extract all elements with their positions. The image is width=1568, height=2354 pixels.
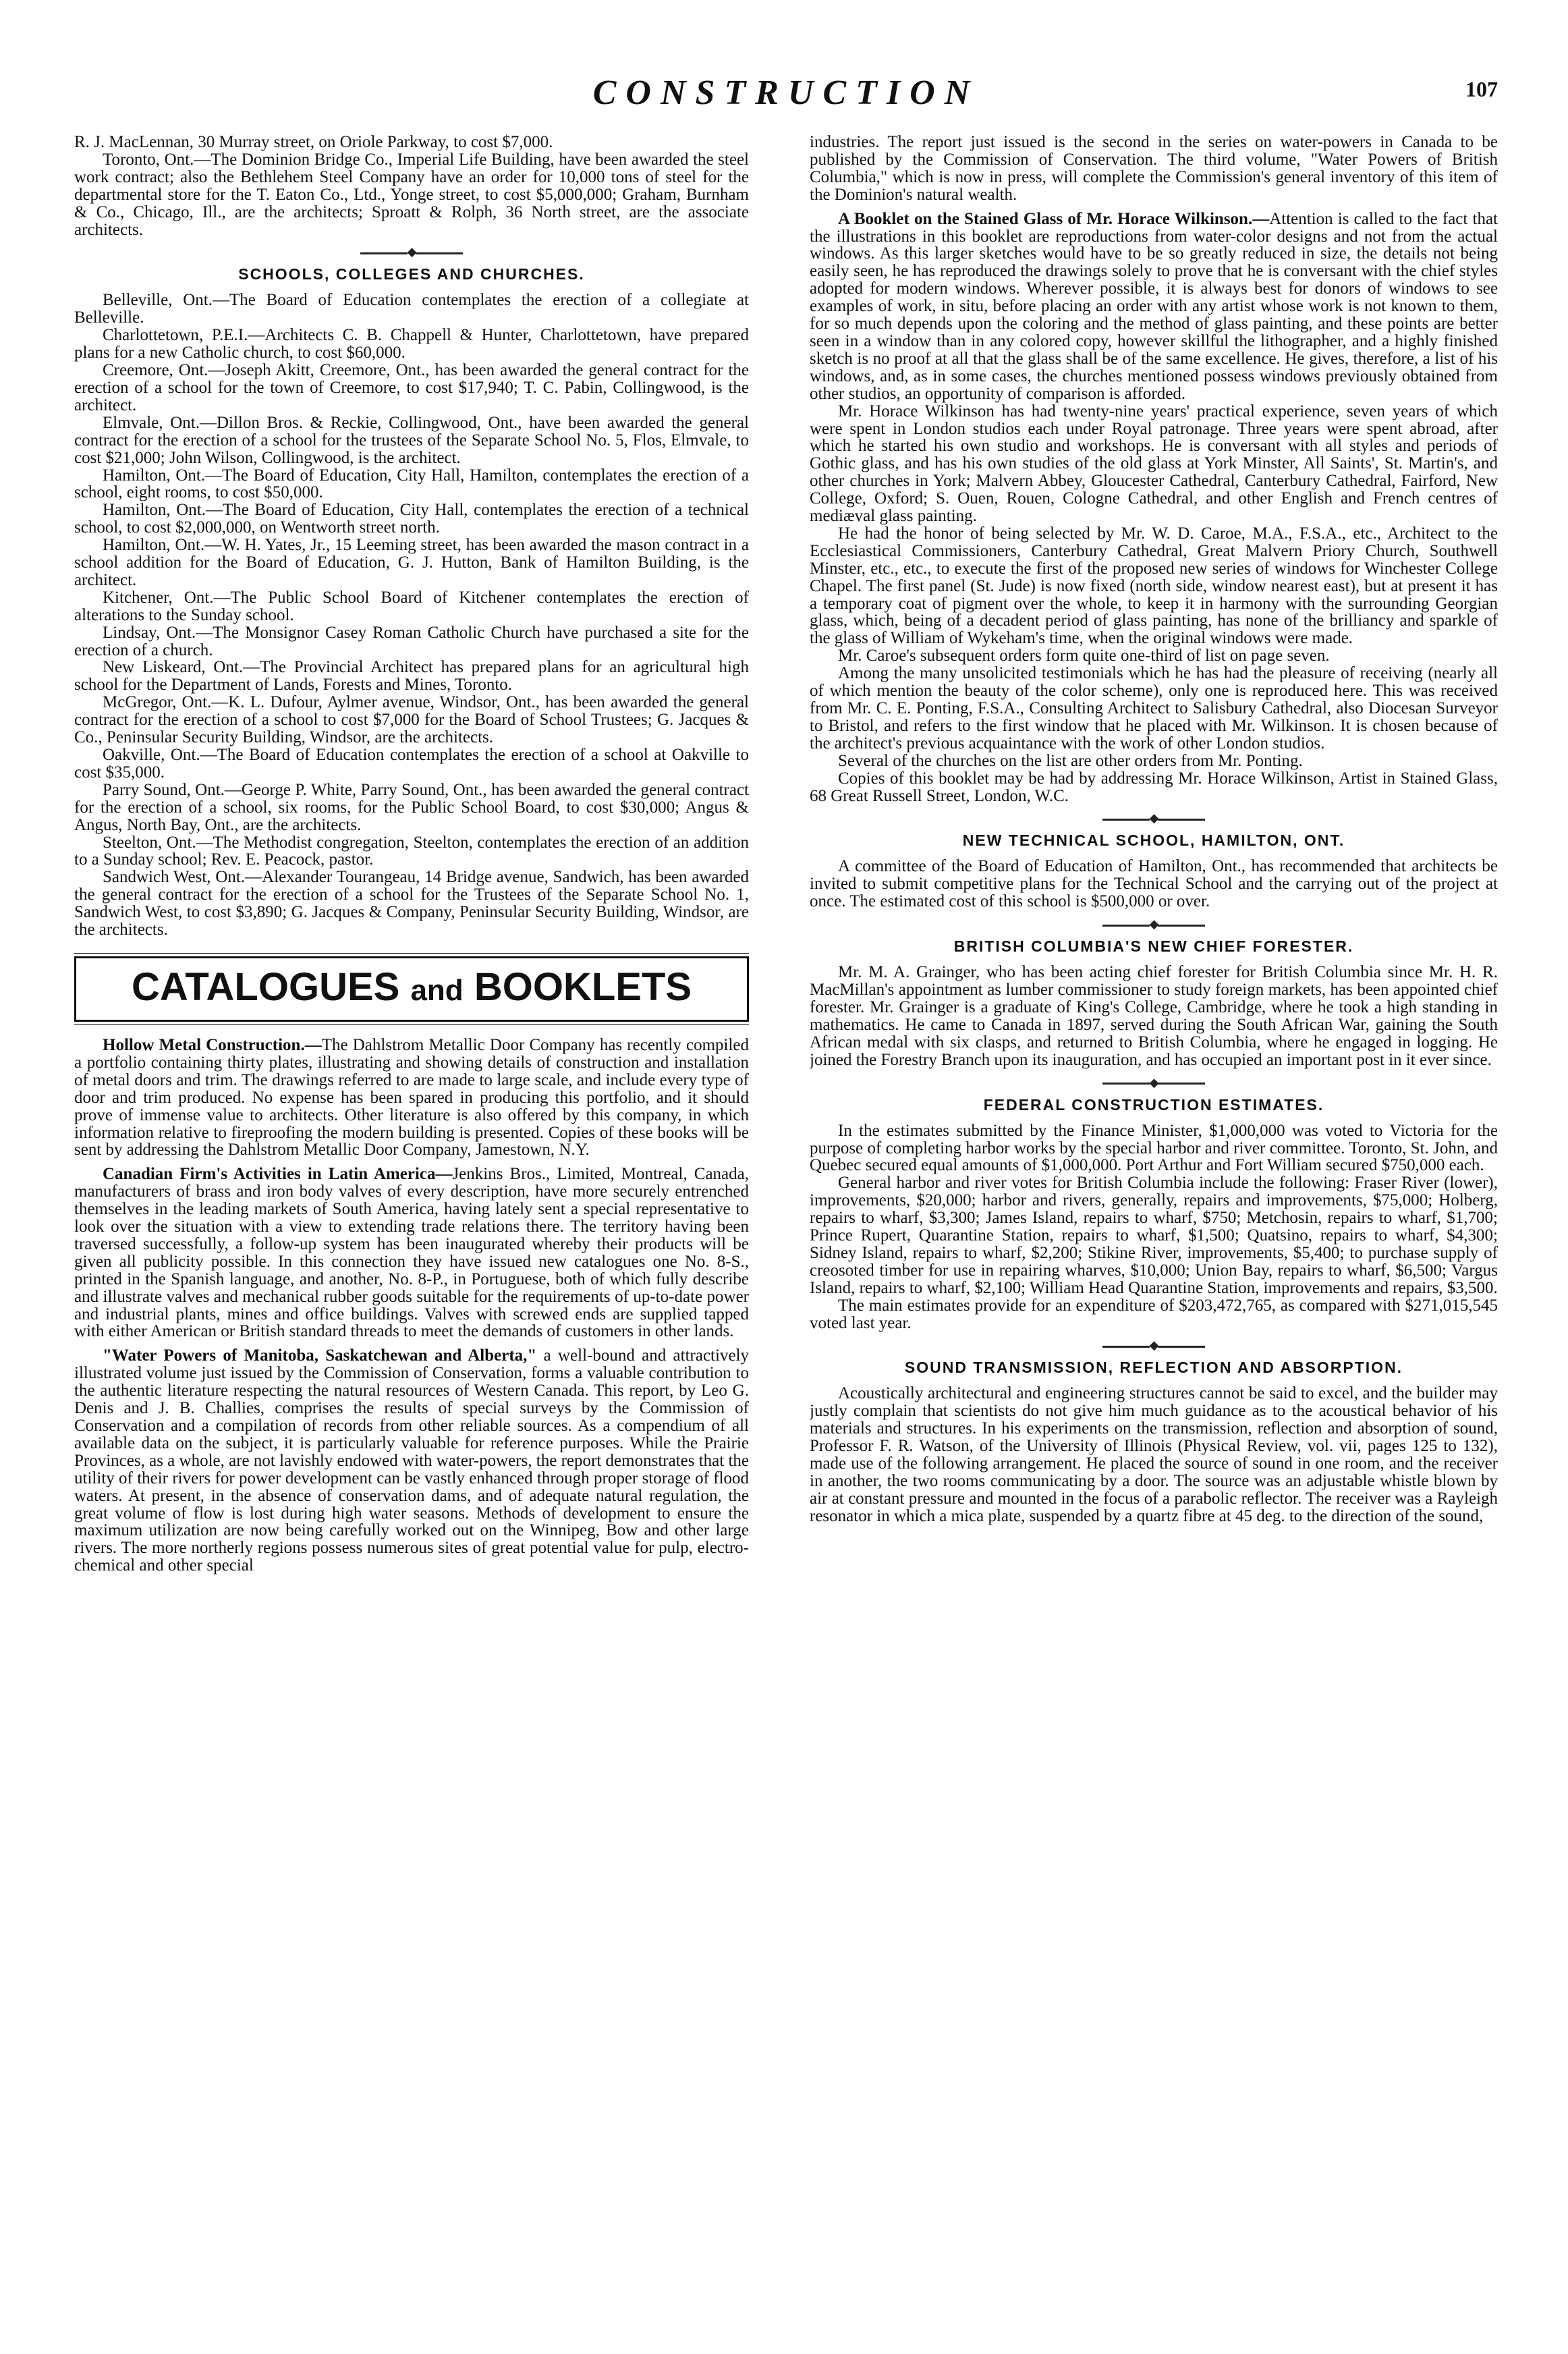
left-column — [74, 134, 749, 2334]
banner-word: and — [410, 973, 464, 1007]
paragraph: Hamilton, Ont.—The Board of Education, City Hall, Hamilton, contemplates the erection of a school, eight rooms, to cost $50,000. — [74, 466, 749, 502]
paragraph-body: Attention is called to the fact that the illustrations in this booklet are reproductions from water-color designs and not from the actual windows. As this larger sketches would have to be so greatly reduced in size, the details not being easily seen, he has reproduced the drawings solely to prove that he is conversant with the chief styles adopted for modern windows. Wherever possible, it is always best for donors of windows to see examples of work, in situ, before placing an order with any artist whose work is not known to them, for so much depends upon the coloring and the method of glass painting, and these points are better seen in a window than in any colored copy, however skillful the lithographer, and a highly finished sketch is no proof at all that the glass shall be of the same excellence. He gives, therefore, a list of his windows, and, as in some cases, the churches mentioned possess windows previously obtained from other studios, an opportunity of comparison is afforded. — [810, 209, 1498, 403]
paragraph-lead: Hollow Metal Construction.— — [103, 1035, 322, 1054]
paragraph: In the estimates submitted by the Finance Minister, $1,000,000 was voted to Victoria for the purpose of completing harbor works by the special harbor and river committee. Toronto, St. John, and Quebec secured equal amounts of $1,000,000. Port Arthur and Fort William secured $750,000 each. — [810, 1121, 1498, 1175]
section-divider: ◆ — [810, 917, 1498, 931]
paragraph: Copies of this booklet may be had by addressing Mr. Horace Wilkinson, Artist in Stained Glass, 68 Great Russell Street, London, W.C. — [810, 769, 1498, 805]
paragraph: industries. The report just issued is the second in the series on water-powers in Canada to be published by the Commission of Conservation. The third volume, "Water Powers of British Columbia," which is now in press, will complete the Commission's general inventory of this item of the Dominion's natural wealth. — [810, 134, 1498, 204]
section-heading: FEDERAL CONSTRUCTION ESTIMATES. — [983, 1095, 1324, 1114]
paragraph — [74, 1166, 749, 1340]
paragraph: Mr. M. A. Grainger, who has been acting chief forester for British Columbia since Mr. H. R. MacMillan's appointment as lumber commissioner to study foreign markets, has been appointed chief forester. Mr. Grainger is a graduate of King's College, Cambridge, where he took a high standing in mathematics. He came to Canada in 1897, served during the South African War, gaining the South African medal with six clasps, and returned to British Columbia, where he engaged in logging. He joined the Forestry Branch upon its inauguration, and has occupied an important post in it ever since. — [810, 963, 1498, 1069]
paragraph-body: a well-bound and attractively illustrated volume just issued by the Commission of Conservation, forms a valuable contribution to the authentic literature respecting the natural resources of Western Canada. This report, by Leo G. Denis and J. B. Challies, comprises the results of special surveys by the Commission of Conservation and a compilation of records from other reliable sources. As a compendium of all available data on the subject, it is particularly valuable for reference purposes. While the Prairie Provinces, as a whole, are not lavishly endowed with water-powers, the report demonstrates that the utility of their rivers for power development can be vastly enhanced through proper storage of flood waters. At present, in the absence of conservation dams, and of adequate natural regulation, the great volume of flow is lost during high water seasons. Methods of development to ensure the maximum utilization are now being carefully worked out on the Winnipeg, Bow and other large rivers. The more northerly regions possess numerous sites of great potential value for pulp, electro-chemical and other special — [74, 1346, 749, 1575]
paragraph: Mr. Horace Wilkinson has had twenty-nine years' practical experience, seven years of which were spent in London studios each under Royal patronage. Three years were spent abroad, after which he started his own studio and workshops. He is conversant with all styles and periods of Gothic glass, and has his own studies of the old glass at York Minster, All Saints', St. Martin's, and other churches in York; Malvern Abbey, Gloucester Cathedral, Canterbury Cathedral, Fairford, New College, Oxford; S. Ouen, Rouen, Cologne Cathedral, and other English and French centres of mediæval glass painting. — [810, 402, 1498, 526]
paragraph: Parry Sound, Ont.—George P. White, Parry Sound, Ont., has been awarded the general contract for the erection of a school, six rooms, for the Public School Board, to cost $30,000; Angus & Angus, North Bay, Ont., are the architects. — [74, 780, 749, 834]
paragraph: Kitchener, Ont.—The Public School Board of Kitchener contemplates the erection of alterations to the Sunday school. — [74, 588, 749, 624]
paragraph — [74, 1347, 749, 1575]
section-divider: ◆ — [810, 811, 1498, 825]
paragraph: The main estimates provide for an expenditure of $203,472,765, as compared with $271,015,545 voted last year. — [810, 1296, 1498, 1332]
paragraph: A committee of the Board of Education of Hamilton, Ont., has recommended that architects be invited to submit competitive plans for the Technical School and the carrying out of the project at once. The estimated cost of this school is $500,000 or over. — [810, 857, 1498, 911]
page-header — [74, 73, 1498, 127]
paragraph: New Liskeard, Ont.—The Provincial Architect has prepared plans for an agricultural high school for the Department of Lands, Forests and Mines, Toronto. — [74, 658, 749, 694]
paragraph — [810, 211, 1498, 403]
section-divider: ◆ — [810, 1076, 1498, 1089]
catalogues-booklets-banner — [74, 956, 749, 1022]
paragraph: Steelton, Ont.—The Methodist congregation, Steelton, contemplates the erection of an addition to a Sunday school; Rev. E. Peacock, pastor. — [74, 833, 749, 869]
banner-word: BOOKLETS — [474, 964, 692, 1009]
paragraph: Hamilton, Ont.—The Board of Education, City Hall, contemplates the erection of a technical school, to cost $2,000,000, on Wentworth street north. — [74, 501, 749, 537]
paragraph: Oakville, Ont.—The Board of Education contemplates the erection of a school at Oakville to cost $35,000. — [74, 746, 749, 782]
banner-word: CATALOGUES — [131, 964, 400, 1009]
section-divider: ◆ — [810, 1338, 1498, 1352]
section-heading: SCHOOLS, COLLEGES AND CHURCHES. — [238, 265, 585, 283]
paragraph — [74, 1037, 749, 1159]
paragraph-lead: Canadian Firm's Activities in Latin America— — [103, 1165, 453, 1184]
paragraph-body: Jenkins Bros., Limited, Montreal, Canada, manufacturers of brass and iron body valves of every description, have more securely entrenched themselves in the leading markets of South America, having lately sent a special representative to look over the situation with a view to extending trade relations there. The territory having been traversed successfully, a follow-up system has been inaugurated whereby their products will be given all publicity possible. In this connection they have issued new catalogues one No. 8-S., printed in the Spanish language, and another, No. 8-P., in Portuguese, both of which fully describe and illustrate valves and mechanical rubber goods suitable for the requirements of up-to-date power and industrial plants, mines and office buildings. Valves with screwed ends are supplied tapped with either American or British standard threads to meet the demands of customers in other lands. — [74, 1165, 749, 1341]
paragraph: Elmvale, Ont.—Dillon Bros. & Reckie, Collingwood, Ont., have been awarded the general contract for the erection of a school for the trustees of the Separate School No. 5, Flos, Elmvale, to cost $21,000; John Wilson, Collingwood, is the architect. — [74, 413, 749, 467]
running-title: CONSTRUCTION — [592, 74, 980, 112]
paragraph: R. J. MacLennan, 30 Murray street, on Oriole Parkway, to cost $7,000. — [74, 134, 553, 151]
paragraph: Toronto, Ont.—The Dominion Bridge Co., Imperial Life Building, have been awarded the steel work contract; also the Bethlehem Steel Company have an order for 10,000 tons of steel for the departmental store for the T. Eaton Co., Ltd., Yonge street, to cost $5,000,000; Graham, Burnham & Co., Chicago, Ill., are the architects; Sproatt & Rolph, 36 North street, are the associate architects. — [74, 150, 749, 239]
paragraph: Several of the churches on the list are other orders from Mr. Ponting. — [838, 751, 1303, 770]
paragraph-body: The Dahlstrom Metallic Door Company has recently compiled a portfolio containing thirty plates, illustrating and showing details of construction and installation of metal doors and trim. The drawings referred to are made to large scale, and include every type of door and trim produced. No expense has been spared in producing this portfolio, and it should prove of immense value to architects. Other literature is also offered by this company, in which information relative to fireproofing the modern building is presented. Copies of these books will be sent by addressing the Dahlstrom Metallic Door Company, Jamestown, N.Y. — [74, 1035, 749, 1159]
section-heading: NEW TECHNICAL SCHOOL, HAMILTON, ONT. — [962, 831, 1345, 850]
paragraph: Hamilton, Ont.—W. H. Yates, Jr., 15 Leeming street, has been awarded the mason contract in a school addition for the Board of Education, G. J. Hutton, Bank of Hamilton Building, is the architect. — [74, 536, 749, 589]
paragraph: He had the honor of being selected by Mr. W. D. Caroe, M.A., F.S.A., etc., Architect to the Ecclesiastical Commissioners, Canterbury Cathedral, Great Malvern Priory Church, Southwell Minster, etc., etc., to execute the first of the proposed new series of windows for Winchester College Chapel. The first panel (St. Jude) is now fixed (north side, window nearest east), but at present it has a temporary coat of pigment over the whole, to keep it in harmony with the surrounding Georgian glass, which, being of a decadent period of glass painting, has none of the brilliancy and sparkle of the glass of William of Wykeham's time, when the original windows were made. — [810, 524, 1498, 648]
paragraph: McGregor, Ont.—K. L. Dufour, Aylmer avenue, Windsor, Ont., has been awarded the general contract for the erection of a school to cost $7,000 for the Board of School Trustees; G. Jacques & Co., Peninsular Security Building, Windsor, are the architects. — [74, 693, 749, 747]
paragraph: Lindsay, Ont.—The Monsignor Casey Roman Catholic Church have purchased a site for the erection of a church. — [74, 623, 749, 659]
paragraph: Belleville, Ont.—The Board of Education contemplates the erection of a collegiate at Belleville. — [74, 291, 749, 327]
right-column — [810, 134, 1498, 2334]
paragraph: Sandwich West, Ont.—Alexander Tourangeau, 14 Bridge avenue, Sandwich, has been awarded the general contract for the erection of a school for the Trustees of the Separate School No. 1, Sandwich West, to cost $3,890; G. Jacques & Company, Peninsular Security Building, Windsor, are the architects. — [74, 868, 749, 939]
page-number: 107 — [1465, 77, 1498, 101]
paragraph-lead: A Booklet on the Stained Glass of Mr. Horace Wilkinson.— — [838, 209, 1270, 228]
paragraph: General harbor and river votes for British Columbia include the following: Fraser River (lower), improvements, $20,000; harbor and rivers, generally, repairs and improvements, $75,000; Holberg, repairs to wharf, $3,300; James Island, repairs to wharf, $750; Metchosin, repairs to wharf, $1,700; Prince Rupert, Quarantine Station, repairs to wharf, $1,500; Quatsino, repairs to wharf, $4,300; Sidney Island, repairs to wharf, $2,200; Stikine River, improvements, $5,400; to purchase supply of creosoted timber for use in repairing wharves, $10,000; Union Bay, repairs to wharf, $6,500; Vargus Island, repairs to wharf, $2,100; William Head Quarantine Station, improvements and repairs, $3,500. — [810, 1174, 1498, 1297]
paragraph: Among the many unsolicited testimonials which he has had the pleasure of receiving (nearly all of which mention the beauty of the color scheme), only one is reproduced here. This was received from Mr. C. E. Ponting, F.S.A., Consulting Architect to Salisbury Cathedral, also Diocesan Surveyor to Bristol, and refers to the first window that he placed with Mr. Wilkinson. It is chosen because of the architect's previous acquaintance with the work of other London studios. — [810, 664, 1498, 752]
section-divider: ◆ — [74, 245, 749, 258]
paragraph: Creemore, Ont.—Joseph Akitt, Creemore, Ont., has been awarded the general contract for the erection of a school for the town of Creemore, to cost $17,940; T. C. Pabin, Collingwood, is the architect. — [74, 361, 749, 414]
paragraph: Mr. Caroe's subsequent orders form quite one-third of list on page seven. — [838, 647, 1330, 665]
section-heading: SOUND TRANSMISSION, REFLECTION AND ABSORPTION. — [904, 1359, 1403, 1377]
paragraph-lead: "Water Powers of Manitoba, Saskatchewan and Alberta," — [103, 1346, 537, 1365]
paragraph: Charlottetown, P.E.I.—Architects C. B. Chappell & Hunter, Charlottetown, have prepared plans for a new Catholic church, to cost $60,000. — [74, 326, 749, 362]
paragraph: Acoustically architectural and engineering structures cannot be said to excel, and the builder may justly complain that scientists do not give him much guidance as to the acoustical behavior of his materials and structures. In his experiments on the transmission, reflection and absorption of sound, Professor F. R. Watson, of the University of Illinois (Physical Review, vol. vii, pages 125 to 132), made use of the following arrangement. He placed the source of sound in one room, and the receiver in another, the two rooms communicating by a door. The source was an adjustable whistle blown by air at constant pressure and mounted in the focus of a parabolic reflector. The receiver was a Rayleigh resonator in which a mica plate, suspended by a quartz fibre at 45 deg. to the direction of the sound, — [810, 1384, 1498, 1525]
section-heading: BRITISH COLUMBIA'S NEW CHIEF FORESTER. — [953, 937, 1354, 956]
